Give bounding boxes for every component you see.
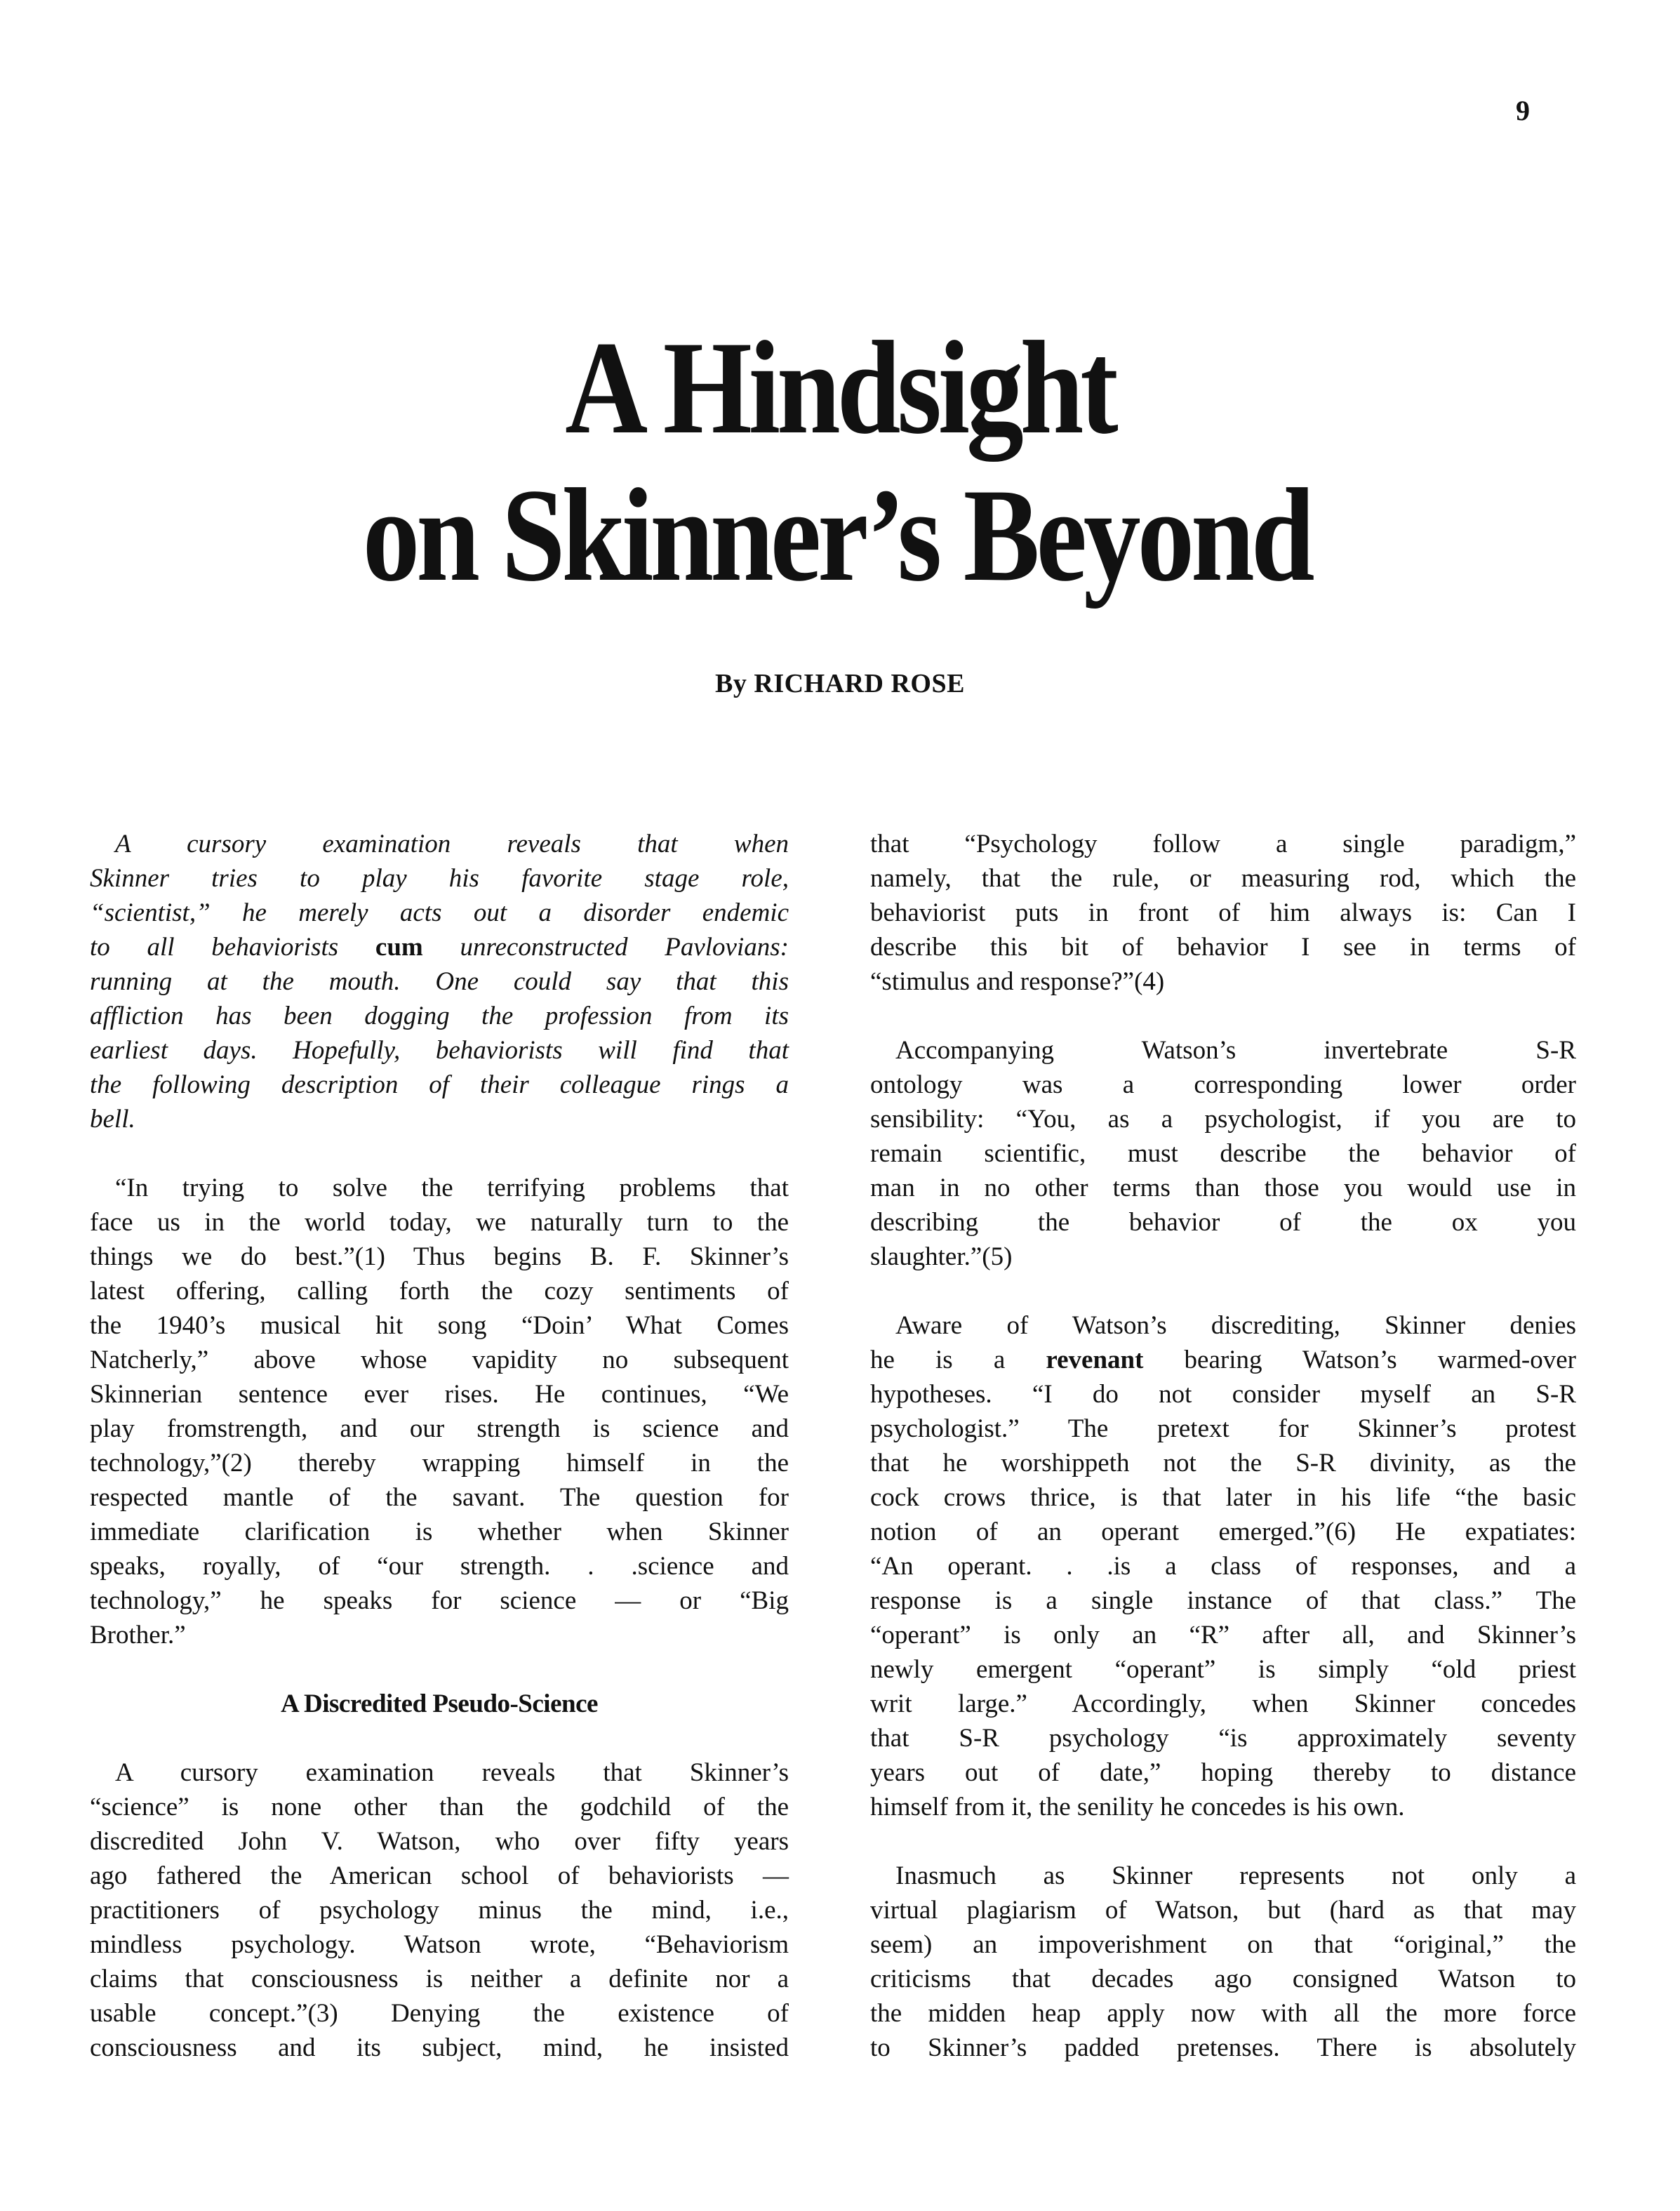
text-segment: Accompanying Watson’s invertebrate S-R <box>895 1036 1576 1065</box>
text-segment: he is a <box>870 1346 1046 1374</box>
text-line <box>90 930 789 964</box>
text-line <box>870 2031 1576 2065</box>
text-line <box>90 1790 789 1824</box>
text-segment: ontology was a corresponding lower order <box>870 1070 1576 1099</box>
text-line <box>870 1377 1576 1412</box>
text-segment: that S-R psychology “is approximately seventy <box>870 1724 1576 1753</box>
text-segment: Skinnerian sentence ever rises. He continues, “We <box>90 1380 789 1409</box>
text-segment: response is a single instance of that class.” The <box>870 1586 1576 1615</box>
text-line <box>90 1308 789 1343</box>
text-segment: Natcherly,” above whose vapidity no subsequent <box>90 1346 789 1374</box>
title-line-1: A Hindsight <box>565 314 1115 462</box>
text-segment: A cursory examination reveals that Skinner’s <box>115 1758 789 1787</box>
text-line <box>870 1687 1576 1721</box>
text-line <box>870 1859 1576 1893</box>
text-line <box>870 1343 1576 1377</box>
text-line <box>90 1240 789 1274</box>
text-line <box>90 999 789 1033</box>
text-segment: affliction has been dogging the profession from its <box>90 1002 789 1030</box>
text-line <box>90 1343 789 1377</box>
text-segment: consciousness and its subject, mind, he insisted <box>90 2033 789 2062</box>
text-segment: running at the mouth. One could say that this <box>90 967 789 996</box>
text-line <box>870 1102 1576 1136</box>
text-line <box>870 1583 1576 1618</box>
text-segment: remain scientific, must describe the behavior of <box>870 1139 1576 1168</box>
text-segment: bearing Watson’s warmed-over <box>1143 1346 1576 1374</box>
text-segment: notion of an operant emerged.”(6) He expatiates: <box>870 1518 1576 1546</box>
text-segment: claims that consciousness is neither a definite nor a <box>90 1965 789 1993</box>
text-segment: technology,”(2) thereby wrapping himself in the <box>90 1449 789 1478</box>
text-line <box>870 1927 1576 1962</box>
text-line <box>90 1515 789 1549</box>
text-line <box>90 964 789 999</box>
page-number: 9 <box>1516 95 1530 126</box>
text-line <box>870 1790 1576 1824</box>
text-segment: to Skinner’s padded pretenses. There is absolutely <box>870 2033 1576 2062</box>
text-segment: unreconstructed Pavlovians: <box>422 933 789 962</box>
text-line <box>90 1962 789 1996</box>
text-line <box>90 1033 789 1068</box>
text-line <box>870 1308 1576 1343</box>
text-segment: earliest days. Hopefully, behaviorists will find that <box>90 1036 789 1065</box>
text-segment: discredited John V. Watson, who over fifty years <box>90 1827 789 1856</box>
text-line <box>870 964 1576 999</box>
body-paragraph <box>870 1859 1576 2065</box>
text-line <box>870 1549 1576 1583</box>
text-line <box>90 1927 789 1962</box>
text-line <box>870 1755 1576 1790</box>
text-line <box>90 1583 789 1618</box>
text-segment: that “Psychology follow a single paradigm,” <box>870 830 1576 858</box>
text-line <box>90 1824 789 1859</box>
text-segment: things we do best.”(1) Thus begins B. F. Skinner’s <box>90 1242 789 1271</box>
text-line <box>90 2031 789 2065</box>
text-line <box>90 1205 789 1240</box>
text-line <box>870 1171 1576 1205</box>
text-line <box>870 1893 1576 1927</box>
text-segment: immediate clarification is whether when Skinner <box>90 1518 789 1546</box>
text-line <box>870 1412 1576 1446</box>
text-line <box>870 861 1576 896</box>
section-subheading: A Discredited Pseudo-Science <box>281 1689 598 1718</box>
text-line <box>90 1102 789 1136</box>
text-line <box>90 1755 789 1790</box>
text-line <box>870 896 1576 930</box>
text-segment: namely, that the rule, or measuring rod, which the <box>870 864 1576 893</box>
emphasized-word: revenant <box>1046 1346 1144 1374</box>
text-line <box>870 1033 1576 1068</box>
text-segment: “science” is none other than the godchild of the <box>90 1793 789 1821</box>
text-line <box>90 1446 789 1480</box>
text-line <box>870 1618 1576 1652</box>
text-segment: that he worshippeth not the S-R divinity, as the <box>870 1449 1576 1478</box>
text-segment: A cursory examination reveals that when <box>115 830 789 858</box>
left-column <box>90 827 789 2099</box>
text-line <box>90 896 789 930</box>
title-line-2: on Skinner’s Beyond <box>362 462 1312 609</box>
text-line <box>90 1618 789 1652</box>
text-line <box>870 1515 1576 1549</box>
text-segment: “scientist,” he merely acts out a disorder endemic <box>90 898 789 927</box>
text-line <box>870 1446 1576 1480</box>
text-segment: Skinner tries to play his favorite stage role, <box>90 864 789 893</box>
text-segment: speaks, royally, of “our strength. . .science and <box>90 1552 789 1581</box>
text-segment: newly emergent “operant” is simply “old priest <box>870 1655 1576 1684</box>
text-segment: behaviorist puts in front of him always is: Can I <box>870 898 1576 927</box>
text-line <box>90 1171 789 1205</box>
text-segment: technology,” he speaks for science — or “Big <box>90 1586 789 1615</box>
text-segment: usable concept.”(3) Denying the existence of <box>90 1999 789 2028</box>
text-segment: respected mantle of the savant. The question for <box>90 1483 789 1512</box>
text-line <box>90 1377 789 1412</box>
byline: By RICHARD ROSE <box>715 669 965 698</box>
text-segment: sensibility: “You, as a psychologist, if you are to <box>870 1105 1576 1134</box>
text-line <box>90 1549 789 1583</box>
text-line <box>870 1721 1576 1755</box>
text-segment: Aware of Watson’s discrediting, Skinner denies <box>895 1311 1576 1340</box>
text-segment: man in no other terms than those you would use in <box>870 1174 1576 1202</box>
text-line <box>90 827 789 861</box>
text-segment: Brother.” <box>90 1621 186 1649</box>
text-segment: psychologist.” The pretext for Skinner’s protest <box>870 1414 1576 1443</box>
text-segment: ago fathered the American school of behaviorists — <box>90 1861 789 1890</box>
body-paragraph <box>870 1308 1576 1824</box>
text-line <box>870 1996 1576 2031</box>
emphasized-word: cum <box>375 933 423 962</box>
text-segment: criticisms that decades ago consigned Watson to <box>870 1965 1576 1993</box>
text-line <box>870 1240 1576 1274</box>
text-segment: the 1940’s musical hit song “Doin’ What Comes <box>90 1311 789 1340</box>
body-paragraph <box>870 827 1576 999</box>
text-line <box>870 930 1576 964</box>
text-line <box>870 1136 1576 1171</box>
text-segment: writ large.” Accordingly, when Skinner concedes <box>870 1689 1576 1718</box>
body-paragraph <box>90 1755 789 2065</box>
text-segment: seem) an impoverishment on that “original,” the <box>870 1930 1576 1959</box>
text-segment: hypotheses. “I do not consider myself an S-R <box>870 1380 1576 1409</box>
text-segment: play fromstrength, and our strength is science and <box>90 1414 789 1443</box>
body-paragraph <box>90 1171 789 1652</box>
text-line <box>870 1205 1576 1240</box>
text-segment: mindless psychology. Watson wrote, “Behaviorism <box>90 1930 789 1959</box>
text-segment: “stimulus and response?”(4) <box>870 967 1165 996</box>
text-segment: himself from it, the senility he concedes is his own. <box>870 1793 1405 1821</box>
text-segment: years out of date,” hoping thereby to distance <box>870 1758 1576 1787</box>
text-segment: face us in the world today, we naturally turn to the <box>90 1208 789 1237</box>
text-segment: describe this bit of behavior I see in terms of <box>870 933 1576 962</box>
text-segment: the midden heap apply now with all the more force <box>870 1999 1576 2028</box>
text-line <box>90 1068 789 1102</box>
text-line <box>90 861 789 896</box>
body-paragraph <box>870 1033 1576 1274</box>
lead-paragraph <box>90 827 789 1136</box>
text-line <box>90 1859 789 1893</box>
text-line <box>90 1274 789 1308</box>
text-line <box>90 1480 789 1515</box>
text-line <box>90 1893 789 1927</box>
text-segment: practitioners of psychology minus the mind, i.e., <box>90 1896 789 1925</box>
text-segment: “In trying to solve the terrifying problems that <box>115 1174 789 1202</box>
article-title <box>117 314 1562 609</box>
text-segment: bell. <box>90 1105 135 1134</box>
text-segment: “operant” is only an “R” after all, and Skinner’s <box>870 1621 1576 1649</box>
text-segment: the following description of their colleague rings a <box>90 1070 789 1099</box>
text-segment: slaughter.”(5) <box>870 1242 1013 1271</box>
text-segment: “An operant. . .is a class of responses, and a <box>870 1552 1576 1581</box>
text-line <box>870 827 1576 861</box>
text-segment: virtual plagiarism of Watson, but (hard as that may <box>870 1896 1576 1925</box>
right-column <box>870 827 1576 2099</box>
text-line <box>870 1480 1576 1515</box>
text-segment: describing the behavior of the ox you <box>870 1208 1576 1237</box>
text-segment: to all behaviorists <box>90 933 375 962</box>
text-line <box>90 1412 789 1446</box>
text-line <box>870 1652 1576 1687</box>
text-line <box>870 1068 1576 1102</box>
text-segment: cock crows thrice, is that later in his life “the basic <box>870 1483 1576 1512</box>
text-line <box>870 1962 1576 1996</box>
text-segment: Inasmuch as Skinner represents not only a <box>895 1861 1576 1890</box>
text-segment: latest offering, calling forth the cozy sentiments of <box>90 1277 789 1306</box>
text-line <box>90 1996 789 2031</box>
